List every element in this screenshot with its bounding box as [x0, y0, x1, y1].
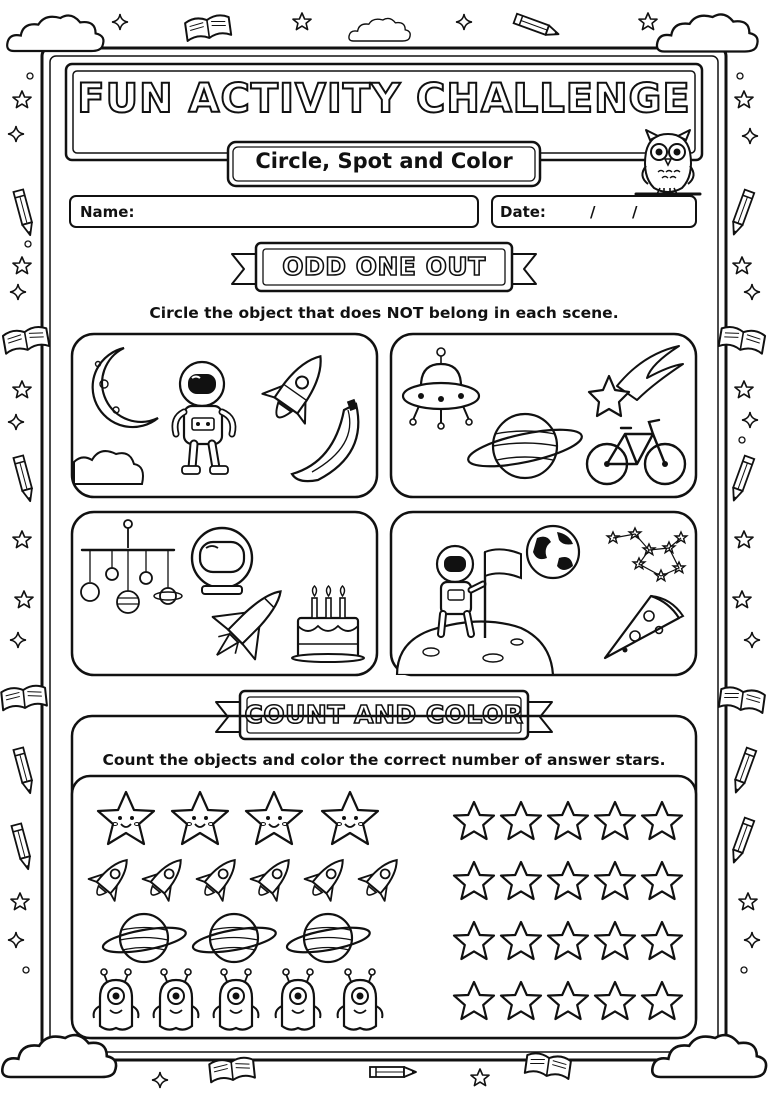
name-label: Name:: [80, 203, 135, 221]
answer-star[interactable]: [501, 802, 541, 839]
count-row-planets: [101, 914, 371, 962]
page-title: FUN ACTIVITY CHALLENGE: [77, 76, 691, 122]
date-separator-2: /: [632, 203, 638, 221]
answer-stars[interactable]: [440, 776, 696, 1038]
answer-star[interactable]: [454, 862, 494, 899]
answer-star[interactable]: [595, 922, 635, 959]
count-row-stars: [98, 792, 378, 844]
section1-instruction: Circle the object that does NOT belong in each scene.: [149, 304, 619, 322]
date-label: Date:: [500, 203, 546, 221]
section2-instruction: Count the objects and color the correct number of answer stars.: [102, 751, 666, 769]
answer-star[interactable]: [595, 982, 635, 1019]
answer-star[interactable]: [642, 922, 682, 959]
answer-star[interactable]: [454, 982, 494, 1019]
answer-star[interactable]: [501, 982, 541, 1019]
date-separator-1: /: [590, 203, 596, 221]
count-row-aliens: [94, 969, 383, 1030]
answer-star[interactable]: [548, 862, 588, 899]
answer-star[interactable]: [642, 862, 682, 899]
answer-star[interactable]: [454, 802, 494, 839]
page-subtitle: Circle, Spot and Color: [255, 149, 513, 173]
answer-star[interactable]: [642, 982, 682, 1019]
answer-star[interactable]: [548, 802, 588, 839]
answer-star[interactable]: [642, 802, 682, 839]
section1-heading: ODD ONE OUT: [282, 252, 486, 281]
section2-heading: COUNT AND COLOR: [244, 700, 524, 729]
answer-star[interactable]: [548, 922, 588, 959]
answer-star[interactable]: [501, 862, 541, 899]
answer-star[interactable]: [454, 922, 494, 959]
answer-star[interactable]: [501, 922, 541, 959]
answer-star[interactable]: [595, 802, 635, 839]
count-row-rockets: [85, 849, 410, 905]
answer-star[interactable]: [595, 862, 635, 899]
answer-star[interactable]: [548, 982, 588, 1019]
